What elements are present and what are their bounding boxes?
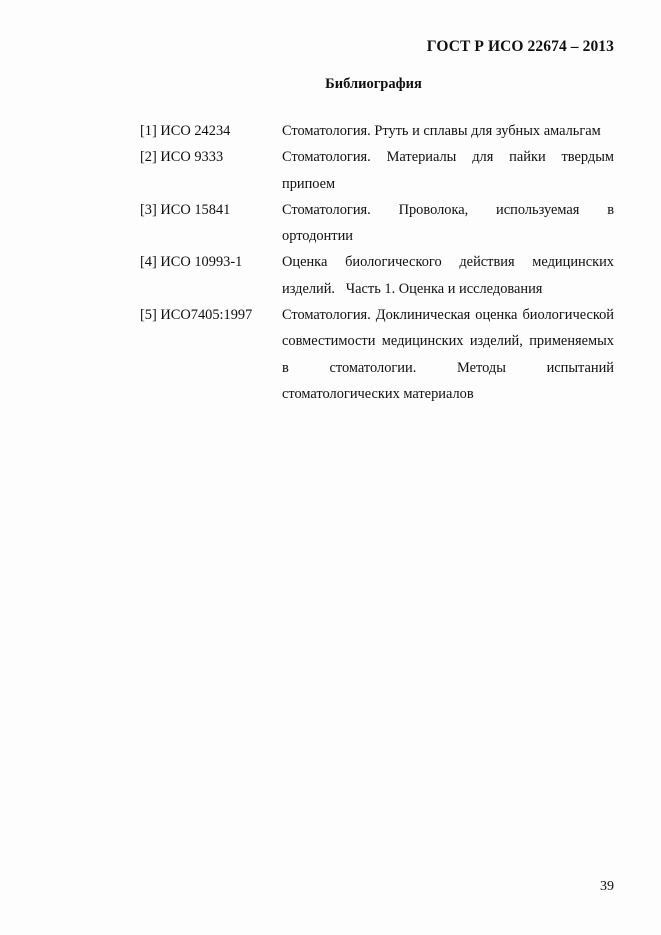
entry-reference: [2] ИСО 9333	[140, 149, 224, 166]
entry-title: Стоматология. Материалы для пайки твердым припоем	[282, 149, 614, 192]
bibliography-entry	[140, 302, 614, 407]
entry-title: Стоматология. Проволока, используемая в ортодонтии	[282, 201, 614, 245]
entry-reference: [3] ИСО 15841	[140, 201, 231, 218]
entry-title: Оценка биологического действия медицинских изделий. Часть 1. Оценка и исследования	[282, 254, 618, 297]
entry-reference: [1] ИСО 24234	[140, 123, 231, 139]
entry-title: Стоматология. Ртуть и сплавы для зубных амальгам	[282, 123, 601, 139]
page-number: 39	[600, 879, 614, 894]
bibliography-entry	[140, 144, 614, 197]
bibliography-entry	[140, 118, 614, 144]
bibliography-entry	[140, 197, 614, 250]
entry-reference: [4] ИСО 10993-1	[140, 254, 243, 271]
section-title: Библиография	[325, 76, 422, 92]
entry-title: Стоматология. Доклиническая оценка биологической совместимости медицинских изделий, применяемых в стоматологии. Методы испытаний стоматологических материалов	[282, 307, 614, 402]
bibliography-entry	[140, 249, 618, 302]
document-code-header: ГОСТ Р ИСО 22674 – 2013	[426, 38, 614, 55]
bibliography-list	[140, 118, 618, 407]
entry-reference: [5] ИСО7405:1997	[140, 307, 253, 324]
